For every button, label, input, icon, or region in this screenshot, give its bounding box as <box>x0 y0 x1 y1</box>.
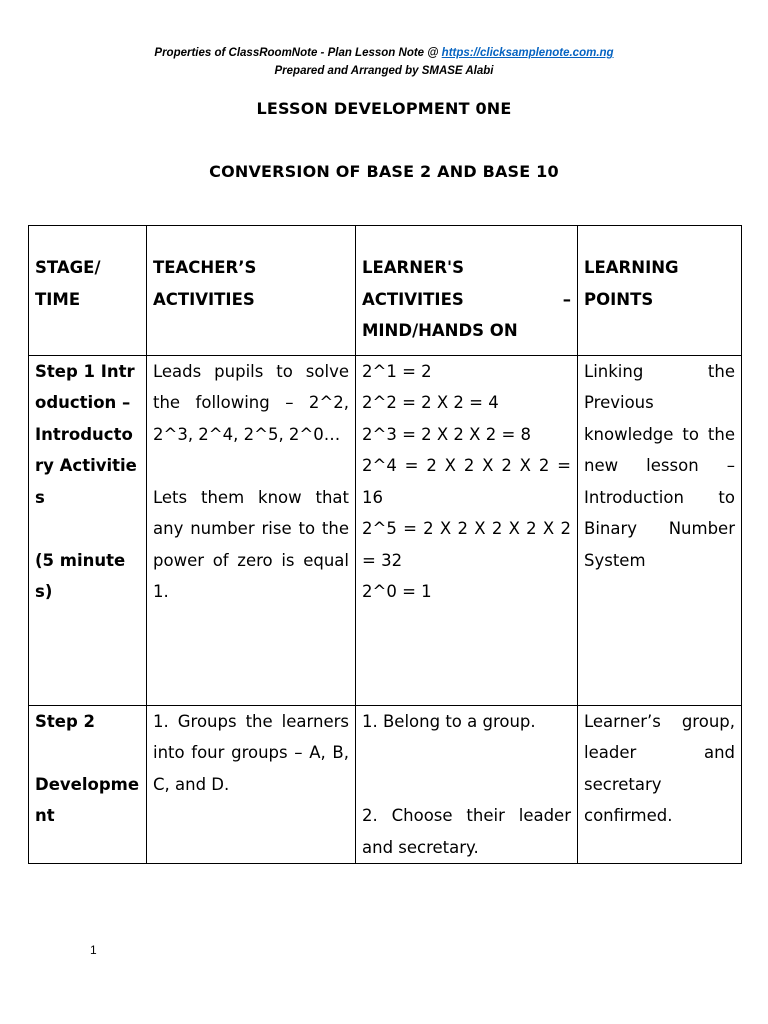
learner-cell <box>356 705 578 864</box>
header-learning-points: LEARNING POINTS <box>578 226 742 356</box>
header-learner-activities: LEARNER'S ACTIVITIES – MIND/HANDS ON <box>356 226 578 356</box>
learner-cell <box>356 355 578 705</box>
stage-sublabel: Development <box>35 774 140 825</box>
lesson-subtitle: CONVERSION OF BASE 2 AND BASE 10 <box>209 162 559 181</box>
lesson-table <box>28 225 742 864</box>
learner-activity: 2^5 = 2 X 2 X 2 X 2 X 2 = 32 <box>362 519 571 570</box>
learning-points-cell <box>578 705 742 864</box>
teacher-cell <box>147 705 356 864</box>
learner-activity: 1. Belong to a group. <box>362 711 536 731</box>
learner-activity: 2. Choose their leader and secretary. <box>362 806 571 857</box>
learner-activity: 2^1 = 2 <box>362 361 432 381</box>
header-line-1 <box>0 47 768 59</box>
learning-point: Learner’s group, leader and secretary confirmed. <box>584 711 735 825</box>
learning-point: Linking the Previous knowledge to the new lesson – Introduction to Binary Number System <box>584 361 735 570</box>
learning-points-cell <box>578 355 742 705</box>
stage-cell <box>29 705 147 864</box>
learner-activity: 2^3 = 2 X 2 X 2 = 8 <box>362 424 532 444</box>
lesson-title: LESSON DEVELOPMENT 0NE <box>256 99 512 118</box>
teacher-activity: Leads pupils to solve the following – 2^2, 2^3, 2^4, 2^5, 2^0… <box>153 361 349 444</box>
header-line-2: Prepared and Arranged by SMASE Alabi <box>274 65 494 77</box>
learner-activity: 2^4 = 2 X 2 X 2 X 2 = 16 <box>362 456 571 507</box>
stage-time: (5 minutes) <box>35 550 126 601</box>
stage-label: Step 1 Introduction – Introductory Activities <box>35 361 137 507</box>
table-row <box>29 705 742 864</box>
teacher-cell <box>147 355 356 705</box>
teacher-activity: Lets them know that any number rise to the power of zero is equal 1. <box>153 487 349 601</box>
table-header-row <box>29 226 742 356</box>
stage-label: Step 2 <box>35 711 95 731</box>
learner-activity: 2^0 = 1 <box>362 582 432 601</box>
learner-activity: 2^2 = 2 X 2 = 4 <box>362 393 499 412</box>
table-row <box>29 355 742 705</box>
source-link[interactable]: https://clicksamplenote.com.ng <box>441 47 614 59</box>
header-teacher-activities: TEACHER’S ACTIVITIES <box>147 226 356 356</box>
stage-cell <box>29 355 147 705</box>
page-number: 1 <box>90 943 97 957</box>
header-prefix: Properties of ClassRoomNote - Plan Lesson Note @ <box>154 47 442 59</box>
teacher-activity: 1. Groups the learners into four groups – A, B, C, and D. <box>153 711 349 794</box>
header-stage-time: STAGE/ TIME <box>29 226 147 356</box>
